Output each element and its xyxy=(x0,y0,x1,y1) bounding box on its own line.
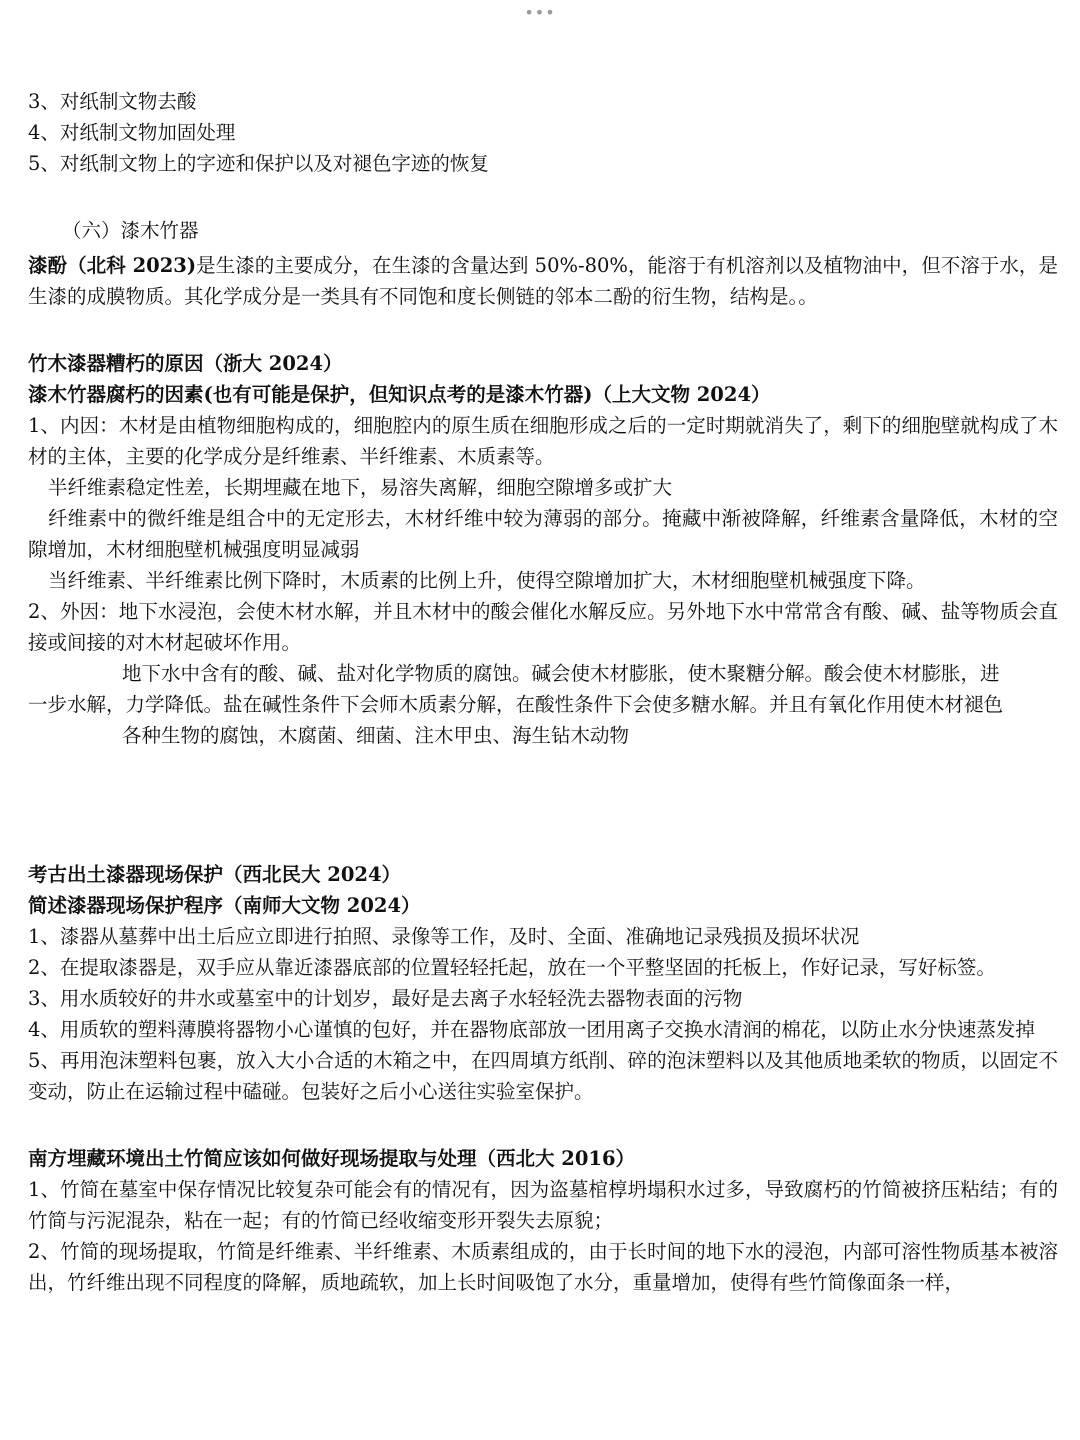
decay-external-cause: 2、外因：地下水浸泡，会使木材水解，并且木材中的酸会催化水解反应。另外地下水中常常含有酸、碱、盐等物质会直接或间接的对木材起破坏作用。 xyxy=(28,600,1058,654)
decay-biological: 各种生物的腐蚀，木腐菌、细菌、注木甲虫、海生钻木动物 xyxy=(122,724,630,747)
decay-chemical-line-1: 地下水中含有的酸、碱、盐对化学物质的腐蚀。碱会使木材膨胀，使木聚糖分解。酸会使木材膨胀，进 xyxy=(122,662,1000,685)
bamboo-question-title: 南方埋藏环境出土竹简应该如何做好现场提取与处理（西北大 2016） xyxy=(28,1147,636,1170)
field-protection-step-2: 2、在提取漆器是，双手应从靠近漆器底部的位置轻轻托起，放在一个平整坚固的托板上，作好记录，写好标签。 xyxy=(28,956,996,979)
decay-internal-cause: 1、内因：木材是由植物细胞构成的，细胞腔内的原生质在细胞形成之后的一定时期就消失了，剩下的细胞壁就构成了木材的主体，主要的化学成分是纤维素、半纤维素、木质素等。 xyxy=(28,414,1058,468)
field-protection-step-4: 4、用质软的塑料薄膜将器物小心谨慎的包好，并在器物底部放一团用离子交换水清润的棉花，以防止水分快速蒸发掉 xyxy=(28,1018,1035,1041)
urushiol-term: 漆酚（北科 2023) xyxy=(28,254,197,277)
decay-ratio: 当纤维素、半纤维素比例下降时，木质素的比例上升，使得空隙增加扩大，木材细胞壁机械强度下降。 xyxy=(48,569,926,592)
paper-treatment-item-3: 3、对纸制文物去酸 xyxy=(28,90,197,113)
decay-cellulose: 纤维素中的微纤维是组合中的无定形去，木材纤维中较为薄弱的部分。掩藏中渐被降解，纤维素含量降低，木材的空隙增加，木材细胞壁机械强度明显减弱 xyxy=(28,507,1058,561)
spacer xyxy=(28,179,1058,215)
decay-question-title-2: 漆木竹器腐朽的因素(也有可能是保护，但知识点考的是漆木竹器)（上大文物 2024） xyxy=(28,383,771,406)
bamboo-point-2: 2、竹简的现场提取，竹简是纤维素、半纤维素、木质素组成的，由于长时间的地下水的浸泡，内部可溶性物质基本被溶出，竹纤维出现不同程度的降解，质地疏软，加上长时间吸饱了水分，重量增加，使得有些竹简像面条一样， xyxy=(28,1240,1058,1294)
field-protection-step-5: 5、再用泡沫塑料包裹，放入大小合适的木箱之中，在四周填方纸削、碎的泡沫塑料以及其他质地柔软的物质，以固定不变动，防止在运输过程中磕碰。包装好之后小心送往实验室保护。 xyxy=(28,1049,1058,1103)
field-protection-title-1: 考古出土漆器现场保护（西北民大 2024） xyxy=(28,863,402,886)
field-protection-step-1: 1、漆器从墓葬中出土后应立即进行拍照、录像等工作，及时、全面、准确地记录残损及损坏状况 xyxy=(28,925,860,948)
spacer xyxy=(28,1107,1058,1143)
decay-question-title-1: 竹木漆器糟朽的原因（浙大 2024） xyxy=(28,352,343,375)
decay-chemical-line-2: 一步水解，力学降低。盐在碱性条件下会师木质素分解，在酸性条件下会使多糖水解。并且有氧化作用使木材褪色 xyxy=(28,693,1004,716)
document-page xyxy=(28,86,1058,1298)
urushiol-description: 是生漆的主要成分，在生漆的含量达到 50%-80%，能溶于有机溶剂以及植物油中，但不溶于水，是生漆的成膜物质。其化学成分是一类具有不同饱和度长侧链的邻本二酚的衍生物，结构是。。 xyxy=(28,254,1058,308)
spacer xyxy=(28,751,1058,859)
bamboo-point-1: 1、竹简在墓室中保存情况比较复杂可能会有的情况有，因为盗墓棺椁坍塌积水过多，导致腐朽的竹简被挤压粘结；有的竹简与污泥混杂，粘在一起；有的竹简已经收缩变形开裂失去原貌； xyxy=(28,1178,1058,1232)
spacer xyxy=(28,312,1058,348)
urushiol-paragraph xyxy=(28,250,1058,312)
decay-hemicellulose: 半纤维素稳定性差，长期埋藏在地下，易溶失离解，细胞空隙增多或扩大 xyxy=(48,476,673,499)
paper-treatment-item-5: 5、对纸制文物上的字迹和保护以及对褪色字迹的恢复 xyxy=(28,152,489,175)
paper-treatment-item-4: 4、对纸制文物加固处理 xyxy=(28,121,236,144)
section-heading-lacquer-wood-bamboo: （六）漆木竹器 xyxy=(62,219,199,242)
more-options-icon[interactable]: ••• xyxy=(524,3,556,22)
field-protection-step-3: 3、用水质较好的井水或墓室中的计划岁，最好是去离子水轻轻洗去器物表面的污物 xyxy=(28,987,743,1010)
field-protection-title-2: 简述漆器现场保护程序（南师大文物 2024） xyxy=(28,894,421,917)
